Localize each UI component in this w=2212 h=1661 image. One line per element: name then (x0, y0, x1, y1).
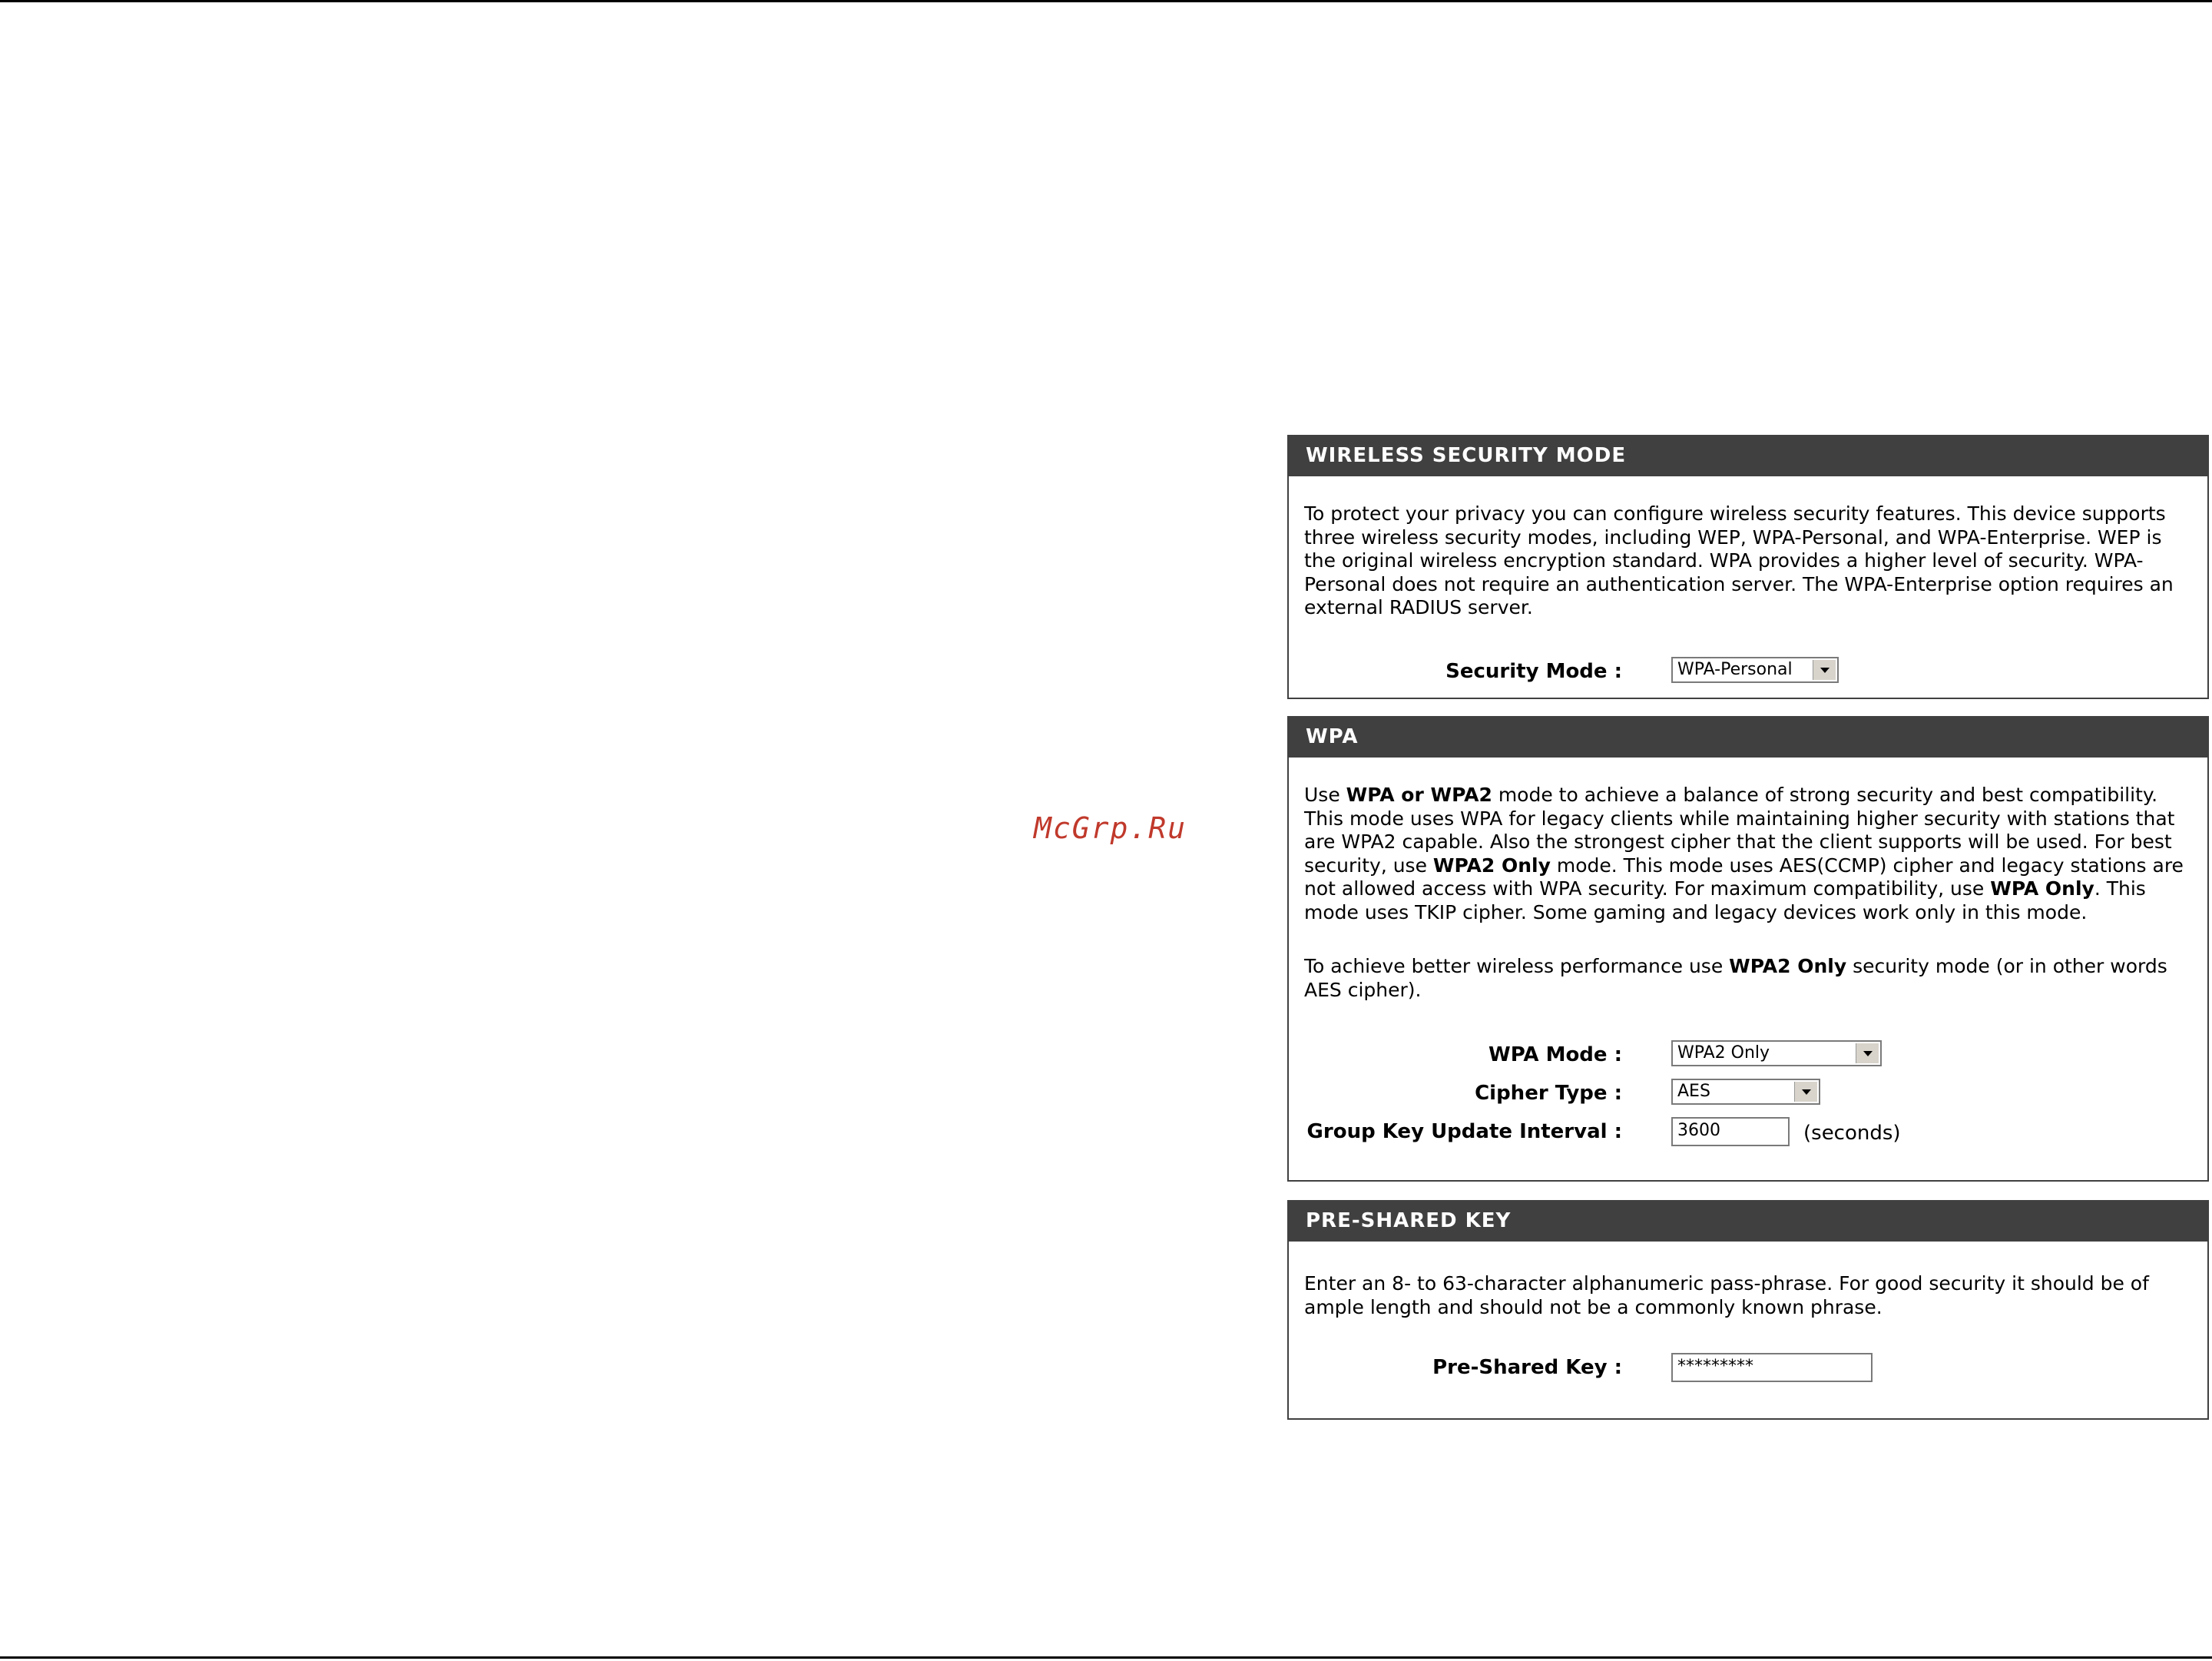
panel-title: WIRELESS SECURITY MODE (1289, 435, 2207, 476)
psk-input[interactable]: ********* (1671, 1353, 1873, 1382)
watermark: McGrp.Ru (1034, 811, 1187, 845)
bottom-rule (0, 1656, 2212, 1659)
wpa-panel (1287, 716, 2209, 1182)
security-mode-description: To protect your privacy you can configure wireless security features. This device supports three wireless security modes, including WEP, WPA-Personal, and WPA-Enterprise. WEP is the original wireless encryption standard. WPA provides a higher level of security. WPA-Personal does not require an authentication server. The WPA-Enterprise option requires an external RADIUS server. (1304, 502, 2174, 618)
security-mode-select[interactable] (1671, 657, 1839, 683)
chevron-down-icon[interactable] (1794, 1082, 1817, 1102)
chevron-down-icon[interactable] (1813, 660, 1836, 680)
security-mode-row (1304, 655, 2192, 694)
group-key-row (1304, 1116, 2192, 1154)
wpa-description: Use WPA or WPA2 mode to achieve a balance of strong security and best compatibility. This mode uses WPA for legacy clients while maintaining higher security with stations that are WPA2 capable. Also the strongest cipher that the client supports will be used. For best security, use WPA2 Only mode. This mode uses AES(CCMP) cipher and legacy stations are not allowed access with WPA security. For maximum compatibility, use WPA Only. This mode uses TKIP cipher. Some gaming and legacy devices work only in this mode. (1304, 784, 2184, 923)
cipher-type-row (1304, 1077, 2192, 1116)
psk-row (1304, 1351, 2192, 1390)
cipher-type-value: AES (1677, 1082, 1710, 1101)
top-rule (0, 0, 2212, 2)
wireless-security-mode-panel (1287, 435, 2209, 699)
wpa-mode-label: WPA Mode : (1488, 1043, 1622, 1066)
wpa-performance-note: To achieve better wireless performance use WPA2 Only security mode (or in other words AES cipher). (1304, 955, 2167, 1001)
panel-title: PRE-SHARED KEY (1289, 1200, 2207, 1242)
cipher-type-label: Cipher Type : (1475, 1082, 1622, 1105)
panel-title: WPA (1289, 716, 2207, 758)
group-key-label: Group Key Update Interval : (1306, 1120, 1622, 1143)
pre-shared-key-panel (1287, 1200, 2209, 1420)
wpa-mode-select[interactable] (1671, 1040, 1882, 1066)
group-key-input[interactable]: 3600 (1671, 1117, 1790, 1146)
security-mode-label: Security Mode : (1445, 659, 1622, 683)
wpa-mode-row (1304, 1039, 2192, 1077)
cipher-type-select[interactable] (1671, 1079, 1820, 1105)
psk-description: Enter an 8- to 63-character alphanumeric pass-phrase. For good security it should be of ample length and should not be a commonly known phrase. (1304, 1272, 2149, 1318)
psk-label: Pre-Shared Key : (1432, 1356, 1622, 1379)
chevron-down-icon[interactable] (1856, 1043, 1879, 1063)
group-key-unit: (seconds) (1803, 1122, 1901, 1145)
wpa-mode-value: WPA2 Only (1677, 1043, 1770, 1063)
security-mode-value: WPA-Personal (1677, 659, 1793, 679)
